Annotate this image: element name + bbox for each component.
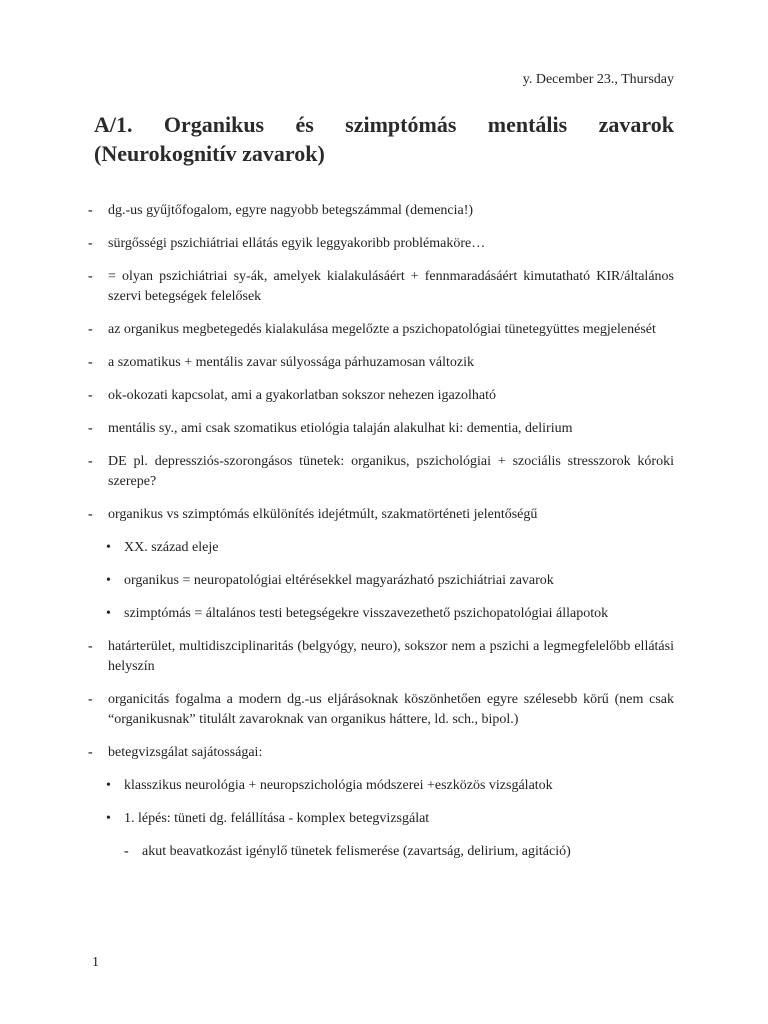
- dash-marker: -: [88, 507, 93, 522]
- list-item-text: organikus = neuropatológiai eltérésekkel magyarázható pszichiátriai zavarok: [124, 573, 554, 588]
- dash-marker: -: [88, 322, 93, 337]
- list-item-text: mentális sy., ami csak szomatikus etiológia talaján alakulhat ki: dementia, delirium: [108, 421, 573, 436]
- list-item: [86, 690, 674, 730]
- list-item-text: az organikus megbetegedés kialakulása megelőzte a pszichopatológiai tünetegyüttes megjelenését: [108, 322, 656, 337]
- list-item: [86, 353, 674, 373]
- list-item: [86, 386, 674, 406]
- list-item: [86, 604, 674, 624]
- list-item: [86, 234, 674, 254]
- title-word: zavarok: [598, 112, 674, 137]
- dash-marker: -: [88, 421, 93, 436]
- bullet-marker: •: [106, 811, 111, 826]
- list-item-text: határterület, multidiszciplinaritás (belgyógy, neuro), sokszor nem a pszichi a legmegfelelőbb ellátási helyszín: [108, 639, 674, 674]
- dash-marker: -: [88, 203, 93, 218]
- list-item: [86, 809, 674, 829]
- list-item: [86, 776, 674, 796]
- bullet-marker: •: [106, 540, 111, 555]
- list-item: [86, 743, 674, 763]
- dash-marker: -: [88, 692, 93, 707]
- list-item: [86, 201, 674, 221]
- dash-marker: -: [88, 236, 93, 251]
- list-item-text: szimptómás = általános testi betegségekre visszavezethető pszichopatológiai állapotok: [124, 606, 609, 621]
- dash-marker: -: [88, 388, 93, 403]
- list-item-text: DE pl. depressziós-szorongásos tünetek: organikus, pszichológiai + szociális stresszorok kóroki szerepe?: [108, 454, 674, 489]
- list-item: [86, 419, 674, 439]
- list-item: [86, 505, 674, 525]
- dash-marker: -: [88, 269, 93, 284]
- list-item-text: organikus vs szimptómás elkülönítés idejétmúlt, szakmatörténeti jelentőségű: [108, 507, 538, 522]
- list-item: [86, 637, 674, 677]
- list-item: [86, 452, 674, 492]
- list-item-text: ok-okozati kapcsolat, ami a gyakorlatban sokszor nehezen igazolható: [108, 388, 496, 403]
- list-item-text: organicitás fogalma a modern dg.-us eljárásoknak köszönhetően egyre szélesebb körű (nem csak “organikusnak” titulált zavaroknak van organikus háttere, ld. sch., bipol.): [108, 692, 674, 727]
- list-item-text: betegvizsgálat sajátosságai:: [108, 745, 263, 760]
- list-item-text: akut beavatkozást igénylő tünetek felismerése (zavartság, delirium, agitáció): [142, 844, 571, 859]
- bullet-marker: •: [106, 606, 111, 621]
- list-item: [86, 842, 674, 862]
- list-item: [86, 571, 674, 591]
- title-word: szimptómás: [345, 112, 457, 137]
- title-line-1: [94, 110, 674, 139]
- dash-marker: -: [88, 355, 93, 370]
- bullet-list: [86, 201, 674, 875]
- title-word: mentális: [487, 112, 568, 137]
- list-item: [86, 267, 674, 307]
- list-item: [86, 320, 674, 340]
- list-item-text: a szomatikus + mentális zavar súlyossága párhuzamosan változik: [108, 355, 474, 370]
- title-word: és: [295, 112, 314, 137]
- dash-marker: -: [88, 639, 93, 654]
- list-item-text: dg.-us gyűjtőfogalom, egyre nagyobb betegszámmal (demencia!): [108, 203, 474, 218]
- page-title: [94, 110, 674, 168]
- bullet-marker: •: [106, 778, 111, 793]
- list-item-text: = olyan pszichiátriai sy-ák, amelyek kialakulásáért + fennmaradásáért kimutatható KIR/általános szervi betegségek felelősek: [108, 269, 674, 304]
- title-line-2: (Neurokognitív zavarok): [94, 141, 325, 166]
- dash-marker: -: [88, 745, 93, 760]
- list-item-text: klasszikus neurológia + neuropszichológia módszerei +eszközös vizsgálatok: [124, 778, 553, 793]
- page-number: 1: [92, 955, 99, 970]
- title-word: A/1.: [94, 112, 133, 137]
- list-item-text: sürgősségi pszichiátriai ellátás egyik leggyakoribb problémaköre…: [108, 236, 486, 251]
- list-item-text: 1. lépés: tüneti dg. felállítása - komplex betegvizsgálat: [124, 811, 430, 826]
- dash-marker: -: [124, 844, 129, 859]
- bullet-marker: •: [106, 573, 111, 588]
- list-item: [86, 538, 674, 558]
- title-word: Organikus: [163, 112, 265, 137]
- dash-marker: -: [88, 454, 93, 469]
- list-item-text: XX. század eleje: [124, 540, 219, 555]
- date-line: y. December 23., Thursday: [522, 72, 674, 87]
